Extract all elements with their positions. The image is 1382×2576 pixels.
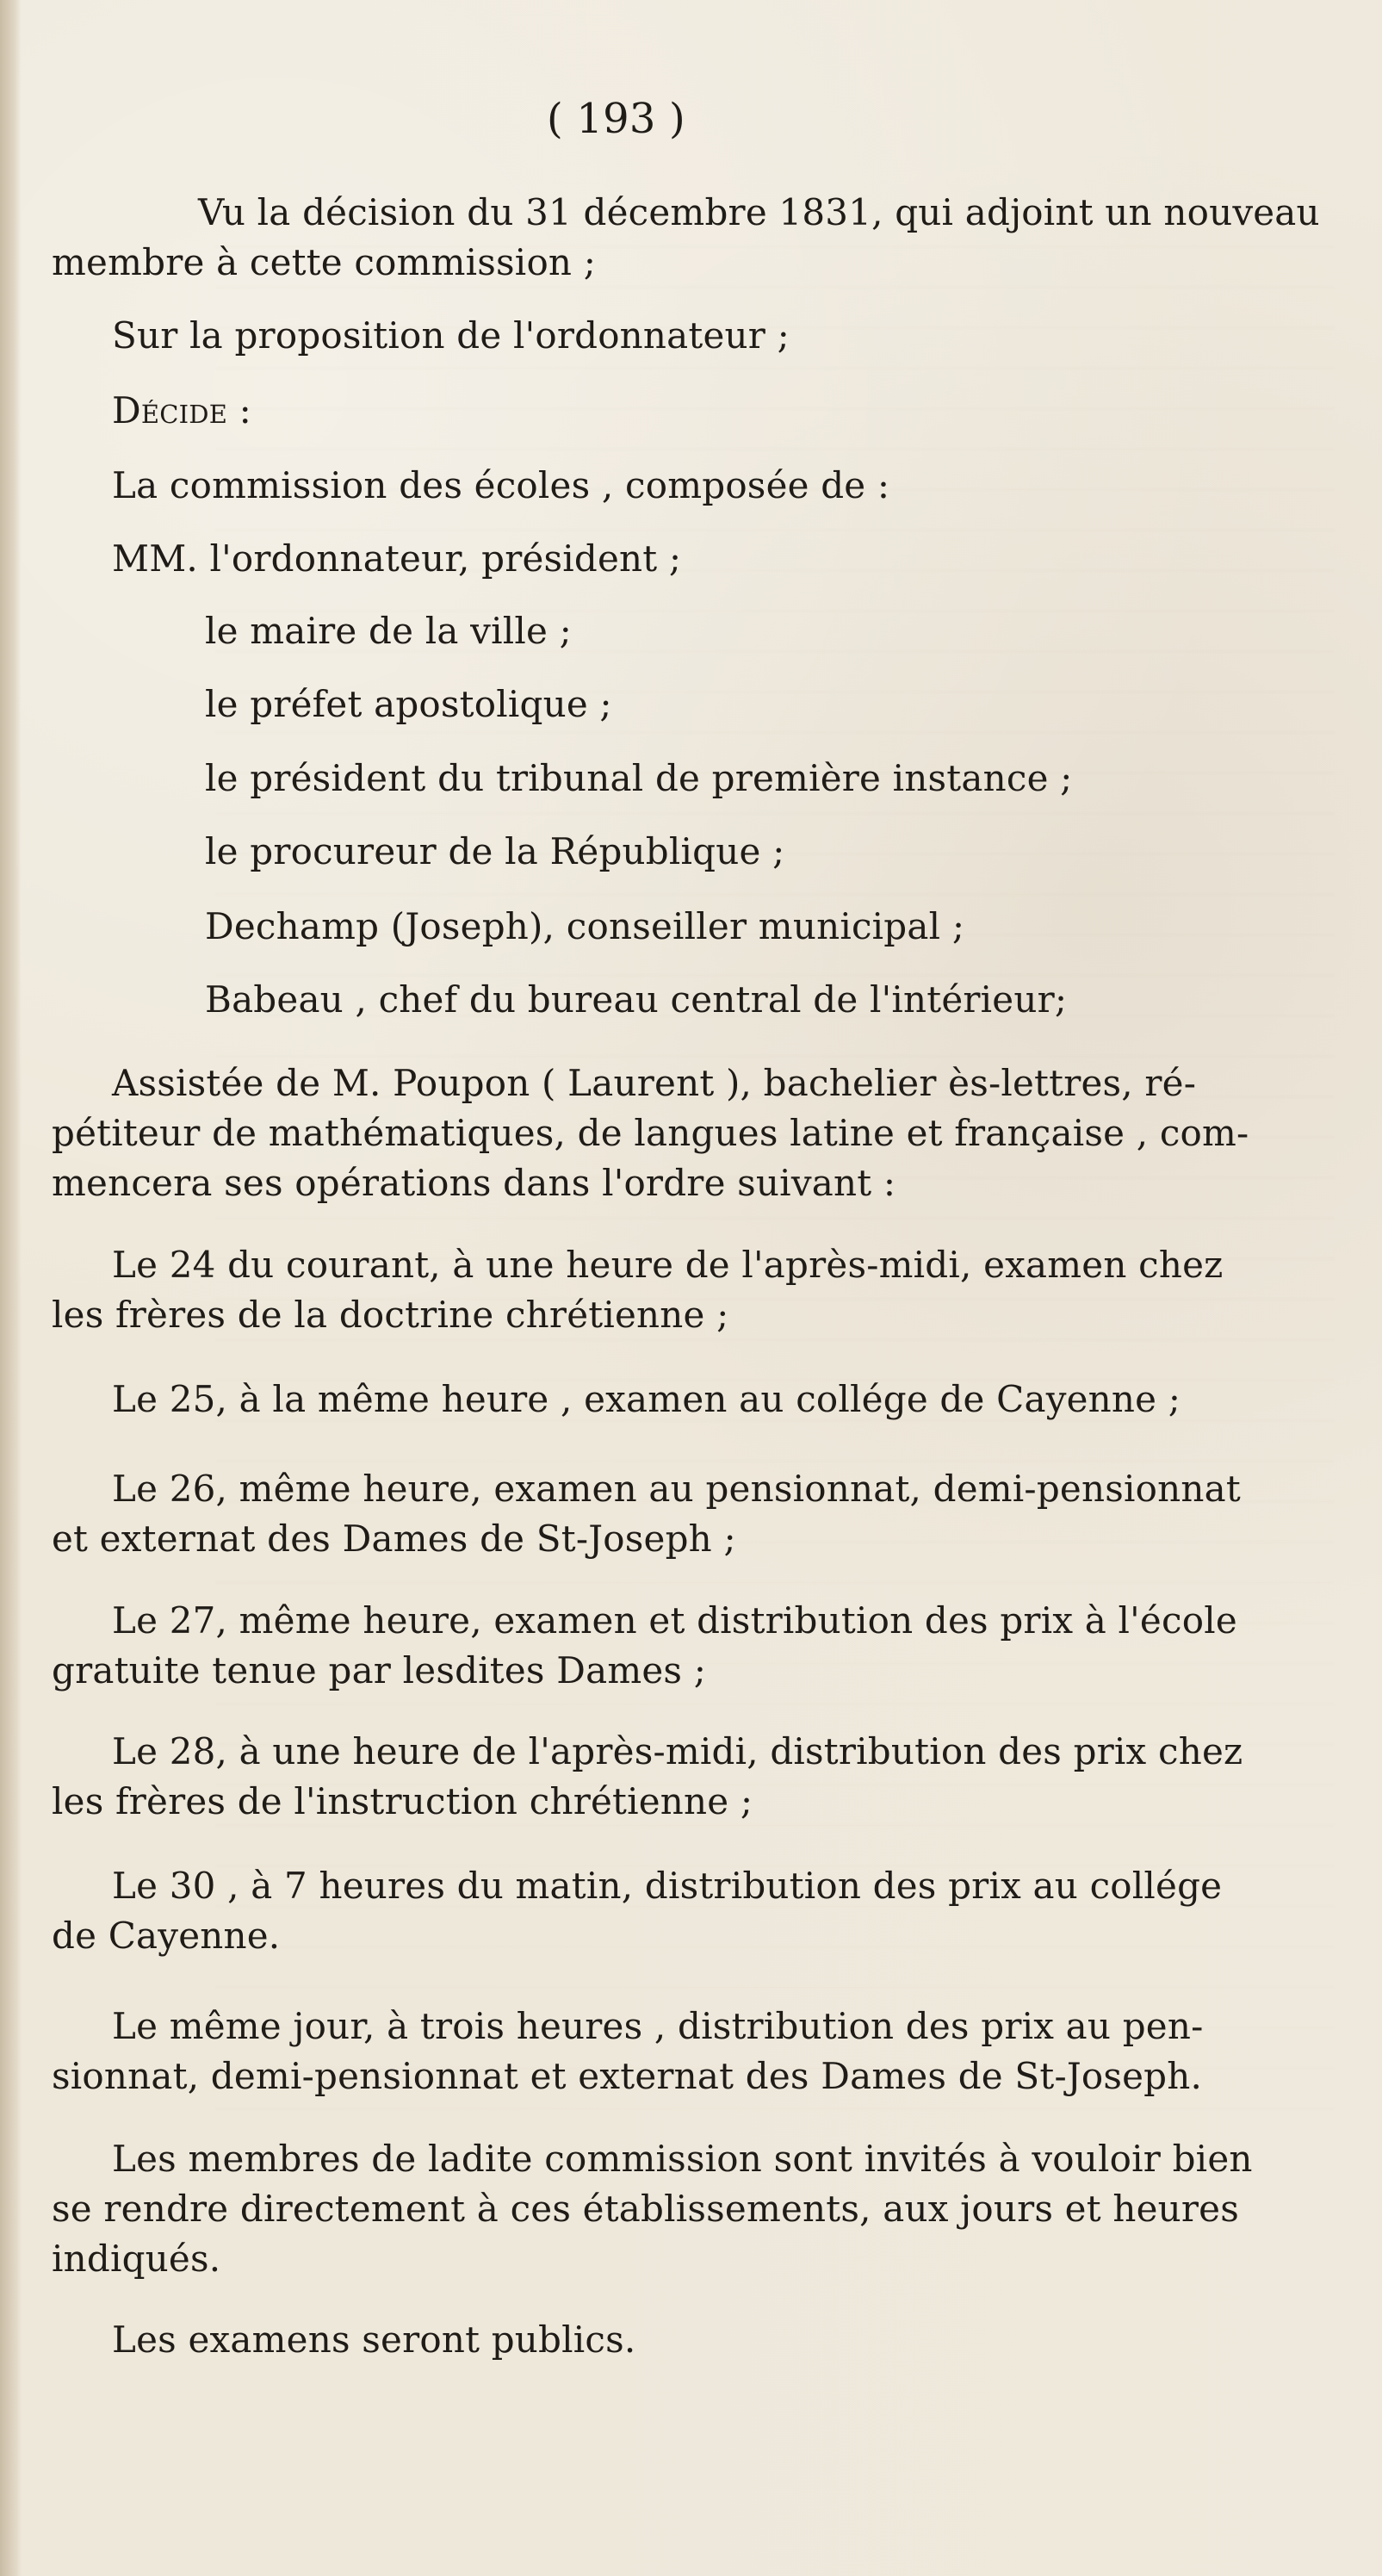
text-line-19: Le 26, même heure, examen au pensionnat, demi-pensionnat xyxy=(112,1468,1241,1510)
text-line-29: Les membres de ladite commission sont invités à vouloir bien xyxy=(112,2138,1253,2180)
text-line-20: et externat des Dames de St-Joseph ; xyxy=(52,1518,736,1560)
text-line-1: Vu la décision du 31 décembre 1831, qui adjoint un nouveau xyxy=(198,191,1320,233)
text-line-17: les frères de la doctrine chrétienne ; xyxy=(52,1294,729,1336)
text-line-25: Le 30 , à 7 heures du matin, distribution des prix au collége xyxy=(112,1865,1223,1907)
text-line-15: mencera ses opérations dans l'ordre suivant : xyxy=(52,1162,896,1204)
text-line-18: Le 25, à la même heure , examen au collége de Cayenne ; xyxy=(112,1378,1181,1420)
text-line-5: La commission des écoles , composée de : xyxy=(112,464,890,506)
text-line-31: indiqués. xyxy=(52,2238,221,2280)
text-line-21: Le 27, même heure, examen et distribution des prix à l'école xyxy=(112,1599,1237,1642)
text-line-10: le procureur de la République ; xyxy=(205,830,785,872)
text-line-3: Sur la proposition de l'ordonnateur ; xyxy=(112,314,790,357)
text-line-23: Le 28, à une heure de l'après-midi, distribution des prix chez xyxy=(112,1730,1243,1772)
text-line-6: MM. l'ordonnateur, président ; xyxy=(112,537,682,580)
text-line-16: Le 24 du courant, à une heure de l'après-midi, examen chez xyxy=(112,1244,1224,1286)
text-line-12: Babeau , chef du bureau central de l'intérieur; xyxy=(205,978,1068,1021)
text-line-14: pétiteur de mathématiques, de langues latine et française , com- xyxy=(52,1112,1249,1154)
text-line-28: sionnat, demi-pensionnat et externat des Dames de St-Joseph. xyxy=(52,2055,1203,2097)
text-line-24: les frères de l'instruction chrétienne ; xyxy=(52,1780,753,1822)
text-line-9: le président du tribunal de première instance ; xyxy=(205,757,1073,799)
text-line-11: Dechamp (Joseph), conseiller municipal ; xyxy=(205,905,965,947)
text-line-13: Assistée de M. Poupon ( Laurent ), bachelier ès-lettres, ré- xyxy=(112,1062,1197,1104)
text-line-4: Décide : xyxy=(112,389,252,431)
page-number: ( 193 ) xyxy=(547,95,685,143)
text-line-27: Le même jour, à trois heures , distribution des prix au pen- xyxy=(112,2005,1204,2047)
page-spine xyxy=(0,0,21,2576)
text-line-32: Les examens seront publics. xyxy=(112,2318,636,2361)
text-line-7: le maire de la ville ; xyxy=(205,610,572,652)
text-line-26: de Cayenne. xyxy=(52,1915,281,1957)
text-line-22: gratuite tenue par lesdites Dames ; xyxy=(52,1649,707,1691)
text-line-8: le préfet apostolique ; xyxy=(205,683,612,725)
text-line-30: se rendre directement à ces établissements, aux jours et heures xyxy=(52,2188,1239,2230)
text-line-2: membre à cette commission ; xyxy=(52,241,597,283)
